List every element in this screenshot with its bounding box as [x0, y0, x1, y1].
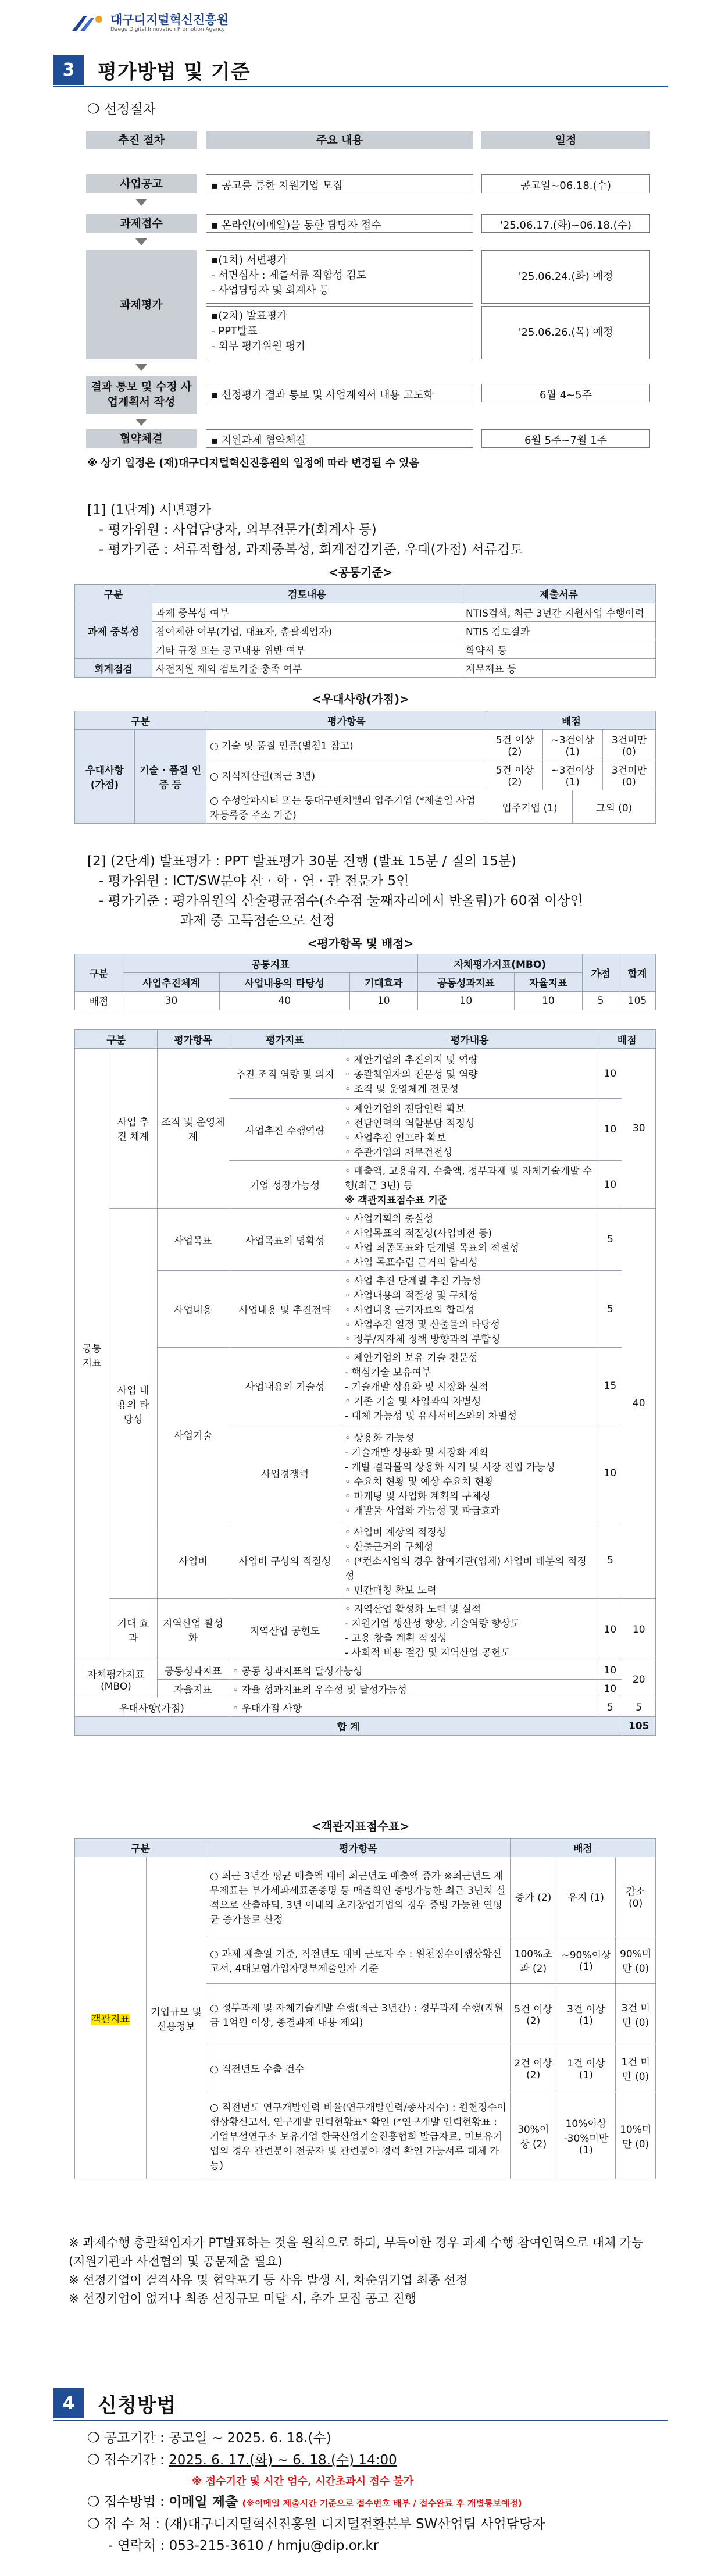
table-cell: ○ 지식재산권(최근 3년) — [206, 760, 487, 790]
eval2-line: 과제 중 고득점순으로 선정 — [180, 913, 335, 928]
table-row — [75, 1209, 656, 1271]
content-line: ◦ 지역산업 활성화 노력 및 실적 — [345, 1604, 481, 1615]
eval1-line: - 평가위원 : 사업담당자, 외부전문가(회계사 등) — [99, 522, 377, 537]
score-cell: 증가 (2) — [511, 1857, 556, 1936]
flow-date: '25.06.17.(화)~06.18.(수) — [481, 214, 650, 233]
circle-bullet-icon: ❍ — [87, 2452, 100, 2468]
table-cell: 우대사항(가점) — [75, 1698, 229, 1717]
eval1-title: [1] (1단계) 서면평가 — [87, 503, 212, 518]
content-line: ※ 객관지표점수표 기준 — [345, 1195, 448, 1206]
table-cell: 공동성과지표 — [158, 1661, 229, 1680]
table-row — [75, 640, 656, 659]
section-3-rule — [53, 86, 668, 87]
apply-period-label: 공고기간 : — [103, 2431, 169, 2446]
table-cell: 기업 성장가능성 — [229, 1161, 341, 1209]
table-cell — [341, 1522, 598, 1599]
table-cell: ◦ 우대가점 사항 — [229, 1698, 598, 1717]
row-group: 과제 중복성 — [75, 603, 152, 659]
content-line: ◦ 사업 최종목표와 단계별 목표의 적절성 — [345, 1242, 519, 1254]
highlight-text: 객관지표 — [91, 2014, 130, 2025]
table-cell — [341, 1209, 598, 1271]
score-cell: 5건 이상 (2) — [511, 1984, 556, 2044]
table-cell: 5 — [598, 1522, 622, 1599]
table-cell — [341, 1348, 598, 1424]
section-3-header — [53, 55, 251, 85]
objective-score-table — [74, 1838, 656, 2179]
content-line: - 핵심기술 보유여부 — [345, 1367, 431, 1378]
section-4-rule — [53, 2420, 668, 2421]
flow-step: 사업공고 — [86, 174, 197, 193]
table-row — [75, 603, 656, 622]
content-line: - 기술개발 상용화 및 시장화 실적 — [345, 1381, 488, 1393]
score-cell: 그외 (0) — [573, 790, 656, 824]
apply-period-value: 공고일 ~ 2025. 6. 18.(수) — [169, 2431, 331, 2446]
content-line: - 대체 가능성 및 유사서비스와의 차별성 — [345, 1410, 517, 1422]
table-cell: 40 — [220, 992, 350, 1010]
table-row — [75, 992, 656, 1010]
content-line: ◦ 사업 목표수립 근거의 합리성 — [345, 1257, 478, 1269]
section-3-number: 3 — [53, 55, 84, 85]
content-line: - 고용 창출 계획 적정성 — [345, 1633, 447, 1644]
table-cell — [341, 1049, 598, 1099]
table-cell — [341, 1271, 598, 1348]
table-cell: 10 — [598, 1599, 622, 1661]
flow-content-line: - 사업담당자 및 회계사 등 — [211, 284, 330, 297]
row-subgroup: 기업규모 및 신용정보 — [147, 1857, 206, 2179]
table-cell: 10 — [598, 1424, 622, 1522]
table-cell — [341, 1424, 598, 1522]
table-cell: 과제 중복성 여부 — [152, 603, 462, 622]
circle-bullet-icon: ❍ — [87, 101, 100, 117]
flow-content-line: ▪(1차) 서면평가 — [211, 254, 287, 266]
apply-method-value: 이메일 제출 — [169, 2495, 238, 2510]
preference-table — [74, 711, 656, 824]
score-cell: 유지 (1) — [556, 1857, 616, 1936]
table-row — [75, 1698, 656, 1717]
table-cell: 20 — [622, 1661, 656, 1698]
col-header: 평가항목 — [206, 711, 487, 730]
flow-content-line: - 서면심사 : 제출서류 적합성 검토 — [211, 269, 367, 282]
table-cell: 사업기술 — [158, 1348, 229, 1522]
col-header: 배점 — [598, 1030, 656, 1049]
flow-content: ▪ 공고를 통한 지원기업 모집 — [206, 174, 473, 193]
score-cell: ~3건이상 (1) — [542, 730, 602, 760]
table-cell: 사업비 — [158, 1522, 229, 1599]
table-row — [75, 1680, 656, 1698]
score-cell: 3건 이상 (1) — [556, 1984, 616, 2044]
col-subheader: 사업내용의 타당성 — [220, 973, 350, 992]
table-cell: 사업추진 수행역량 — [229, 1099, 341, 1161]
circle-bullet-icon: ❍ — [87, 2429, 100, 2446]
table-row — [75, 659, 656, 678]
score-cell: 입주기업 (1) — [487, 790, 573, 824]
col-header: 가점 — [583, 954, 619, 992]
flow-header-step: 추진 절차 — [86, 131, 197, 149]
table-row — [75, 730, 656, 760]
score-cell: 1건 미만 (0) — [616, 2044, 656, 2092]
eval2-line: - 평가위원 : ICT/SW분야 산 · 학 · 연 · 관 전문가 5인 — [99, 874, 409, 889]
content-line: ◦ 산출근거의 구체성 — [345, 1541, 434, 1553]
flow-date: '25.06.24.(화) 예정 — [481, 250, 650, 304]
flow-header-date: 일정 — [481, 131, 650, 149]
col-header: 배점 — [487, 711, 656, 730]
table-cell: ◦ 자율 성과지표의 우수성 및 달성가능성 — [229, 1680, 598, 1698]
flow-date: '25.06.26.(목) 예정 — [481, 306, 650, 359]
content-line: ◦ 주관기업의 재무건전성 — [345, 1147, 453, 1159]
total-value: 105 — [622, 1717, 656, 1736]
table-cell: ○ 기술 및 품질 인증(별첨1 참고) — [206, 730, 487, 760]
col-subheader: 공동성과지표 — [417, 973, 514, 992]
content-line: ◦ 사업 추진 단계별 추진 가능성 — [345, 1275, 481, 1287]
note-line: ※ 선정기업이 없거나 최종 선정규모 미달 시, 추가 모집 공고 진행 — [69, 2292, 417, 2306]
col-header: 합계 — [619, 954, 656, 992]
content-line: ◦ 조직 및 운영체계 전문성 — [345, 1084, 459, 1095]
score-cell: 30%이상 (2) — [511, 2092, 556, 2179]
col-header: 구분 — [75, 1839, 206, 1857]
total-label: 합 계 — [75, 1717, 622, 1736]
table-cell: 사업목표 — [158, 1209, 229, 1271]
table-cell: 5 — [598, 1698, 622, 1717]
table-cell: 10 — [598, 1661, 622, 1680]
table-cell: 사업비 구성의 적절성 — [229, 1522, 341, 1599]
flow-content-line: ▪(2차) 발표평가 — [211, 310, 287, 322]
content-line: ◦ 사업내용의 적절성 및 구체성 — [345, 1290, 478, 1302]
table-cell: 사전지원 제외 검토기준 충족 여부 — [152, 659, 462, 678]
content-line: - 사회적 비용 절감 및 지역산업 공헌도 — [345, 1647, 511, 1659]
common-caption: <공통기준> — [328, 565, 393, 579]
score-cell: 5건 이상 (2) — [487, 760, 543, 790]
content-line: ◦ 전담인력의 역할분담 적정성 — [345, 1118, 475, 1130]
apply-receipt — [87, 2451, 397, 2469]
eval2-line: - 평가기준 : 평가위원의 산술평균점수(소수점 둘째자리에서 반올림)가 60점 이상인 — [99, 893, 583, 908]
col-header: 구분 — [75, 954, 123, 992]
col-subheader: 사업추진체계 — [123, 973, 220, 992]
col-header: 평가항목 — [206, 1839, 511, 1857]
table-cell: 기타 규정 또는 공고내용 위반 여부 — [152, 640, 462, 659]
row-group: 공통 지표 — [75, 1049, 109, 1661]
content-line: ◦ (*컨소시엄의 경우 참여기관(업체) 사업비 배분의 적정성 — [345, 1556, 587, 1582]
table-cell: ○ 직전년도 수출 건수 — [206, 2044, 511, 2092]
row-group: 자체평가지표 (MBO) — [75, 1661, 158, 1698]
score-cell: 90%미만 (0) — [616, 1936, 656, 1984]
flow-header-content: 주요 내용 — [206, 131, 473, 149]
col-header: 구분 — [75, 1030, 158, 1049]
content-line: ◦ 매출액, 고용유지, 수출액, 정부과제 및 자체기술개발 수행(최근 3년) 등 — [345, 1166, 592, 1192]
circle-bullet-icon: ❍ — [87, 2493, 100, 2510]
row-subgroup: 기대 효과 — [109, 1599, 158, 1661]
table-cell: 5 — [598, 1209, 622, 1271]
table-cell: 참여제한 여부(기업, 대표자, 총괄책임자) — [152, 622, 462, 640]
content-line: - 개발 결과물의 상용화 시기 및 시장 진입 가능성 — [345, 1461, 555, 1473]
table-cell: 40 — [622, 1209, 656, 1599]
table-cell — [341, 1599, 598, 1661]
row-group: 우대사항 (가점) — [75, 730, 135, 824]
obj-caption: <객관지표점수표> — [311, 1819, 410, 1833]
score-cell: 3건미만 (0) — [602, 760, 655, 790]
flow-content-line: - 외부 평가위원 평가 — [211, 340, 306, 352]
col-subheader: 기대효과 — [349, 973, 417, 992]
flow-content-line: - PPT발표 — [211, 325, 258, 337]
table-cell: 조직 및 운영체계 — [158, 1049, 229, 1209]
table-cell: 추진 조직 역량 및 의지 — [229, 1049, 341, 1099]
section-3-title: 평가방법 및 기준 — [98, 60, 251, 84]
down-arrow-icon — [135, 238, 147, 245]
content-line: ◦ 기존 기술 및 사업과의 차별성 — [345, 1396, 481, 1408]
table-cell: 5 — [583, 992, 619, 1010]
table-cell: ○ 직전년도 연구개발인력 비율(연구개발인력/총사지수) : 원천징수이행상황신고서, 연구개발 인력현황표* 확인 (*연구개발 인력현황표 : 기업부설연구소 보유기업 한국산업기술진흥협회 발급자료, 미보유기업의 경우 관련분야 전공자 및 관련분야 경력 확인 가능서류 대체 가능) — [206, 2092, 511, 2179]
table-row — [75, 622, 656, 640]
table-cell: 15 — [598, 1348, 622, 1424]
down-arrow-icon — [135, 199, 147, 206]
note-line: ※ 선정기업이 결격사유 및 협약포기 등 사유 발생 시, 차순위기업 최종 선정 — [69, 2273, 467, 2287]
score-cell: 3건미만 (0) — [602, 730, 655, 760]
score-cell: 5건 이상 (2) — [487, 730, 543, 760]
apply-receipt-value: 2025. 6. 17.(화) ~ 6. 18.(수) 14:00 — [169, 2453, 397, 2468]
flow-content — [206, 250, 473, 304]
score-cell: 1건 이상 (1) — [556, 2044, 616, 2092]
content-line: ◦ 개발물 사업화 가능성 및 파급효과 — [345, 1505, 500, 1517]
score-cell: 10%미만 (0) — [616, 2092, 656, 2179]
table-cell: 105 — [619, 992, 656, 1010]
table-cell: ○ 최근 3년간 평균 매출액 대비 최근년도 매출액 증가 ※최근년도 재무제표는 부가세과세표준증명 등 매출확인 증빙가능한 최근 3년치 실적으로 산출하되, 3년 이내의 초기창업기업의 경우 증빙 가능한 연평균 증가율로 산정 — [206, 1857, 511, 1936]
col-header: 구분 — [75, 585, 152, 603]
col-header: 배점 — [511, 1839, 656, 1857]
table-cell: ○ 정부과제 및 자체기술개발 수행(최근 3년간) : 정부과제 수행(지원금 1억원 이상, 종결과제 내용 제외) — [206, 1984, 511, 2044]
circle-bullet-icon: ❍ — [87, 2516, 100, 2532]
flow-step: 과제접수 — [86, 214, 197, 233]
col-header: 제출서류 — [462, 585, 656, 603]
content-line: ◦ 제안기업의 추진의지 및 역량 — [345, 1054, 478, 1066]
table-row — [75, 1522, 656, 1599]
content-line: ◦ 사업내용 근거자료의 합리성 — [345, 1305, 475, 1316]
down-arrow-icon — [135, 364, 147, 371]
section-4-title: 신청방법 — [98, 2393, 177, 2417]
table-cell: 사업경쟁력 — [229, 1424, 341, 1522]
score-cell: ~3건이상 (1) — [542, 760, 602, 790]
score-caption: <평가항목 및 배점> — [307, 936, 414, 950]
pref-caption: <우대사항(가점)> — [312, 692, 409, 706]
score-cell: 3건 미만 (0) — [616, 1984, 656, 2044]
table-row — [75, 1348, 656, 1424]
col-header: 구분 — [75, 711, 206, 730]
table-cell: 10 — [417, 992, 514, 1010]
table-cell: 배점 — [75, 992, 123, 1010]
table-cell: 사업내용 — [158, 1271, 229, 1348]
score-cell: 감소 (0) — [616, 1857, 656, 1936]
table-cell: 5 — [622, 1698, 656, 1717]
note-line: ※ 과제수행 총괄책임자가 PT발표하는 것을 원칙으로 하되, 부득이한 경우 과제 수행 참여인력으로 대체 가능 (지원기관과 사전협의 및 공문제출 필요) — [69, 2236, 644, 2268]
table-cell — [341, 1161, 598, 1209]
row-group: 회계점검 — [75, 659, 152, 678]
apply-place-text: 접 수 처 : (재)대구디지털혁신진흥원 디지털전환본부 SW산업팀 사업담당자 — [103, 2517, 545, 2532]
col-header: 자체평가지표(MBO) — [417, 954, 582, 973]
col-subheader: 자율지표 — [514, 973, 582, 992]
apply-method-label: 접수방법 : — [103, 2495, 169, 2510]
score-cell: ~90%이상 (1) — [556, 1936, 616, 1984]
logo-subtext: Daegu Digital Innovation Promotion Agency — [110, 27, 225, 33]
content-line: ◦ 민간매칭 확보 노력 — [345, 1585, 437, 1597]
table-row — [75, 1599, 656, 1661]
table-cell: ○ 과제 제출일 기준, 직전년도 대비 근로자 수 : 원천징수이행상황신고서, 4대보험가입자명부제출일자 기준 — [206, 1936, 511, 1984]
table-cell: 지역산업 공헌도 — [229, 1599, 341, 1661]
apply-receipt-label: 접수기간 : — [103, 2453, 169, 2468]
row-subgroup: 사업 내용의 타당성 — [109, 1209, 158, 1599]
flow-step: 과제평가 — [86, 250, 197, 359]
flow-date: 6월 4~5주 — [481, 384, 650, 402]
score-summary-table — [74, 954, 656, 1010]
table-cell: 10 — [598, 1161, 622, 1209]
content-line: ◦ 사업비 계상의 적정성 — [345, 1527, 447, 1538]
eval2-title: [2] (2단계) 발표평가 : PPT 발표평가 30분 진행 (발표 15분 / 질의 15분) — [87, 854, 517, 869]
content-line: - 지원기업 생산성 향상, 기술역량 향상도 — [345, 1618, 520, 1630]
table-cell: ○ 수성알파시티 또는 동대구벤처밸리 입주기업 (*제출일 사업자등록증 주소 기준) — [206, 790, 487, 824]
score-cell: 10%이상 -30%미만 (1) — [556, 2092, 616, 2179]
col-header: 평가내용 — [341, 1030, 598, 1049]
flow-content — [206, 306, 473, 359]
content-line: ◦ 사업목표의 적절성(사업비전 등) — [345, 1228, 492, 1239]
flow-content: ▪ 온라인(이메일)을 통한 담당자 접수 — [206, 214, 473, 233]
content-line: ◦ 사업추진 일정 및 산출물의 타당성 — [345, 1319, 500, 1331]
table-cell: 지역산업 활성화 — [158, 1599, 229, 1661]
col-header: 평가항목 — [158, 1030, 229, 1049]
flow-step: 협약체결 — [86, 429, 197, 448]
content-line: ◦ 상용화 가능성 — [345, 1432, 415, 1444]
table-cell: NTIS검색, 최근 3년간 지원사업 수행이력 — [462, 603, 656, 622]
apply-contact: - 연락처 : 053-215-3610 / hmju@dip.or.kr — [108, 2538, 379, 2553]
col-header: 평가지표 — [229, 1030, 341, 1049]
score-cell: 100%초과 (2) — [511, 1936, 556, 1984]
flow-content: ▪ 선정평가 결과 통보 및 사업계획서 내용 고도화 — [206, 384, 473, 402]
table-cell: 자율지표 — [158, 1680, 229, 1698]
col-header: 검토내용 — [152, 585, 462, 603]
content-line: ◦ 사업기획의 충실성 — [345, 1213, 434, 1225]
selection-title — [87, 100, 156, 118]
table-cell: 10 — [514, 992, 582, 1010]
table-cell: 10 — [622, 1599, 656, 1661]
flow-date: 6월 5주~7월 1주 — [481, 429, 650, 448]
content-line: ◦ 정부/지자체 정책 방향과의 부합성 — [345, 1334, 501, 1345]
flow-step: 결과 통보 및 수정 사업계획서 작성 — [86, 376, 197, 414]
flow-content: ▪ 지원과제 협약체결 — [206, 429, 473, 448]
table-cell: 10 — [349, 992, 417, 1010]
table-cell: 확약서 등 — [462, 640, 656, 659]
content-line: ◦ 제안기업의 보유 기술 전문성 — [345, 1352, 478, 1364]
table-row — [75, 1049, 656, 1099]
receipt-note: ※ 접수기간 및 시간 엄수, 시간초과시 접수 불가 — [192, 2475, 414, 2488]
section-4-header — [53, 2388, 176, 2418]
table-cell: 10 — [598, 1049, 622, 1099]
table-cell: 사업내용의 기술성 — [229, 1348, 341, 1424]
table-row — [75, 1271, 656, 1348]
content-line: - 기술개발 상용화 및 시장화 계획 — [345, 1446, 488, 1459]
down-arrow-icon — [135, 419, 147, 426]
selection-title-text: 선정절차 — [103, 102, 156, 117]
table-cell: 30 — [622, 1049, 656, 1209]
table-cell: 사업목표의 명확성 — [229, 1209, 341, 1271]
content-line: ◦ 총괄책임자의 전문성 및 역량 — [345, 1069, 478, 1081]
flow-date: 공고일~06.18.(수) — [481, 174, 650, 193]
eval-notes — [69, 2233, 656, 2308]
table-cell: 10 — [598, 1680, 622, 1698]
common-criteria-table — [74, 584, 656, 678]
eval1-line: - 평가기준 : 서류적합성, 과제중복성, 회계점검기준, 우대(가점) 서류검토 — [99, 542, 523, 557]
score-cell: 2건 이상 (2) — [511, 2044, 556, 2092]
table-cell: 재무제표 등 — [462, 659, 656, 678]
table-cell: 30 — [123, 992, 220, 1010]
logo-text: 대구디지털혁신진흥원 — [110, 13, 229, 27]
section-4-number: 4 — [53, 2388, 84, 2418]
logo — [70, 13, 229, 33]
detail-criteria-table — [74, 1029, 656, 1736]
table-cell: 10 — [598, 1099, 622, 1161]
content-line: ◦ 사업추진 인프라 확보 — [345, 1132, 447, 1144]
table-cell: 5 — [598, 1271, 622, 1348]
content-line: ◦ 마케팅 및 사업화 계획의 구체성 — [345, 1490, 491, 1502]
logo-icon — [70, 13, 105, 33]
table-row — [75, 1857, 656, 1936]
content-line: ◦ 제안기업의 전담인력 확보 — [345, 1103, 465, 1115]
table-cell: 사업내용 및 추진전략 — [229, 1271, 341, 1348]
table-row — [75, 1661, 656, 1680]
row-subgroup: 기술 · 품질 인증 등 — [135, 730, 206, 824]
apply-method-note: (※이메일 제출시간 기준으로 접수번호 배부 / 접수완료 후 개별통보예정) — [242, 2498, 522, 2509]
apply-method — [87, 2493, 522, 2512]
table-cell: ◦ 공동 성과지표의 달성가능성 — [229, 1661, 598, 1680]
col-header: 공통지표 — [123, 954, 418, 973]
table-cell — [341, 1099, 598, 1161]
table-row — [75, 1717, 656, 1736]
row-subgroup: 사업 추진 체계 — [109, 1049, 158, 1209]
apply-period — [87, 2429, 331, 2447]
apply-place — [87, 2515, 545, 2533]
table-cell: NTIS 검토결과 — [462, 622, 656, 640]
selection-footnote: ※ 상기 일정은 (재)대구디지털혁신진흥원의 일정에 따라 변경될 수 있음 — [87, 457, 419, 469]
content-line: ◦ 수요처 현황 및 예상 수요처 현황 — [345, 1476, 494, 1488]
row-group — [75, 1857, 147, 2179]
